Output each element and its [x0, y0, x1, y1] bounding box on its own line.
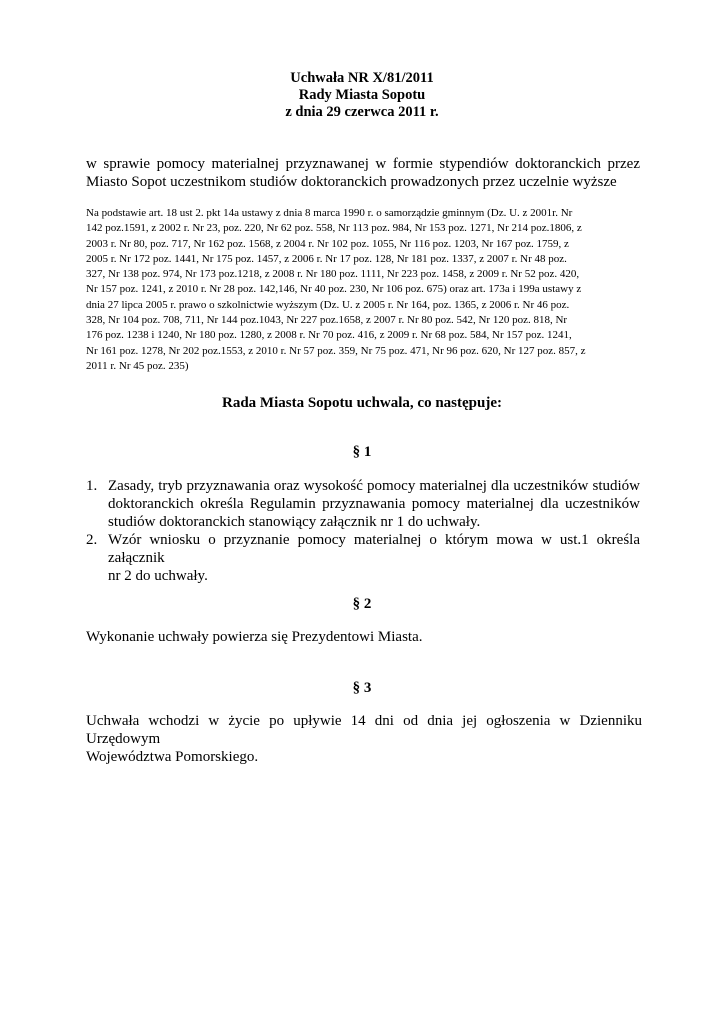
section-2-heading: § 2 — [352, 596, 372, 612]
list-item-line: Zasady, tryb przyznawania oraz wysokość pomocy materialnej dla uczestników studiów — [108, 478, 640, 494]
list-item-number: 1. — [86, 478, 98, 494]
section-2-text: Wykonanie uchwały powierza się Prezydentowi Miasta. — [86, 629, 423, 645]
section-3-text — [86, 712, 642, 766]
section-3-heading: § 3 — [352, 680, 372, 696]
resolves-heading: Rada Miasta Sopotu uchwala, co następuje: — [221, 395, 503, 411]
legal-basis-line: Nr 157 poz. 1241, z 2010 r. Nr 28 poz. 142,146, Nr 40 poz. 230, Nr 106 poz. 675) oraz art. 173a i 199a ustawy z — [86, 283, 582, 296]
list-item — [86, 477, 640, 531]
resolution-subject — [86, 155, 640, 191]
legal-basis-line: 2005 r. Nr 172 poz. 1441, Nr 175 poz. 1457, z 2006 r. Nr 17 poz. 128, Nr 181 poz. 1337, z 2007 r. Nr 48 poz. — [86, 252, 567, 265]
list-item-line: doktoranckich określa Regulamin przyznawania pomocy materialnej dla uczestników — [108, 496, 640, 512]
legal-basis-line: 142 poz.1591, z 2002 r. Nr 23, poz. 220, Nr 62 poz. 558, Nr 113 poz. 984, Nr 153 poz. 1271, Nr 214 poz.1806, z — [86, 222, 582, 235]
legal-basis-line: dnia 27 lipca 2005 r. prawo o szkolnictwie wyższym (Dz. U. z 2005 r. Nr 164, poz. 1365, z 2006 r. Nr 46 poz. — [86, 298, 570, 311]
legal-basis-line: Na podstawie art. 18 ust 2. pkt 14a ustawy z dnia 8 marca 1990 r. o samorządzie gminnym (Dz. U. z 2001r. Nr — [86, 207, 573, 219]
section-1-list — [86, 477, 640, 585]
section-1-heading: § 1 — [352, 444, 372, 460]
list-item-line: nr 2 do uchwały. — [108, 568, 208, 584]
resolution-number: Uchwała NR X/81/2011 — [290, 70, 434, 86]
section-3-line: Województwa Pomorskiego. — [86, 749, 259, 765]
subject-line: w sprawie pomocy materialnej przyznawanej w formie stypendiów doktoranckich przez — [86, 156, 640, 172]
legal-basis-line: Nr 161 poz. 1278, Nr 202 poz.1553, z 2010 r. Nr 57 poz. 359, Nr 75 poz. 471, Nr 96 poz. 620, Nr 127 poz. 857, z — [86, 344, 586, 357]
legal-basis-line: 2011 r. Nr 45 poz. 235) — [86, 359, 189, 372]
legal-basis — [86, 206, 642, 374]
document-title-block — [86, 70, 638, 121]
legal-basis-line: 2003 r. Nr 80, poz. 717, Nr 162 poz. 1568, z 2004 r. Nr 102 poz. 1055, Nr 116 poz. 1203, Nr 167 poz. 1759, z — [86, 237, 569, 250]
list-item-number: 2. — [86, 532, 98, 548]
section-3-line: Uchwała wchodzi w życie po upływie 14 dni od dnia jej ogłoszenia w Dzienniku Urzędowym — [86, 713, 642, 747]
subject-line: Miasto Sopot uczestnikom studiów doktoranckich prowadzonych przez uczelnie wyższe — [86, 174, 617, 190]
resolution-date: z dnia 29 czerwca 2011 r. — [285, 104, 439, 120]
list-item-line: Wzór wniosku o przyznanie pomocy materialnej o którym mowa w ust.1 określa załącznik — [108, 532, 640, 566]
legal-basis-line: 328, Nr 104 poz. 708, 711, Nr 144 poz.1043, Nr 227 poz.1658, z 2007 r. Nr 80 poz. 542, Nr 120 poz. 818, Nr — [86, 314, 568, 327]
legal-basis-line: 327, Nr 138 poz. 974, Nr 173 poz.1218, z 2008 r. Nr 180 poz. 1111, Nr 223 poz. 1458, z 2009 r. Nr 52 poz. 420, — [86, 268, 580, 281]
list-item — [86, 531, 640, 585]
legal-basis-line: 176 poz. 1238 i 1240, Nr 180 poz. 1280, z 2008 r. Nr 70 poz. 416, z 2009 r. Nr 68 poz. 584, Nr 157 poz. 1241, — [86, 329, 572, 342]
council-name: Rady Miasta Sopotu — [298, 87, 426, 103]
list-item-line: studiów doktoranckich stanowiący załącznik nr 1 do uchwały. — [108, 514, 481, 530]
